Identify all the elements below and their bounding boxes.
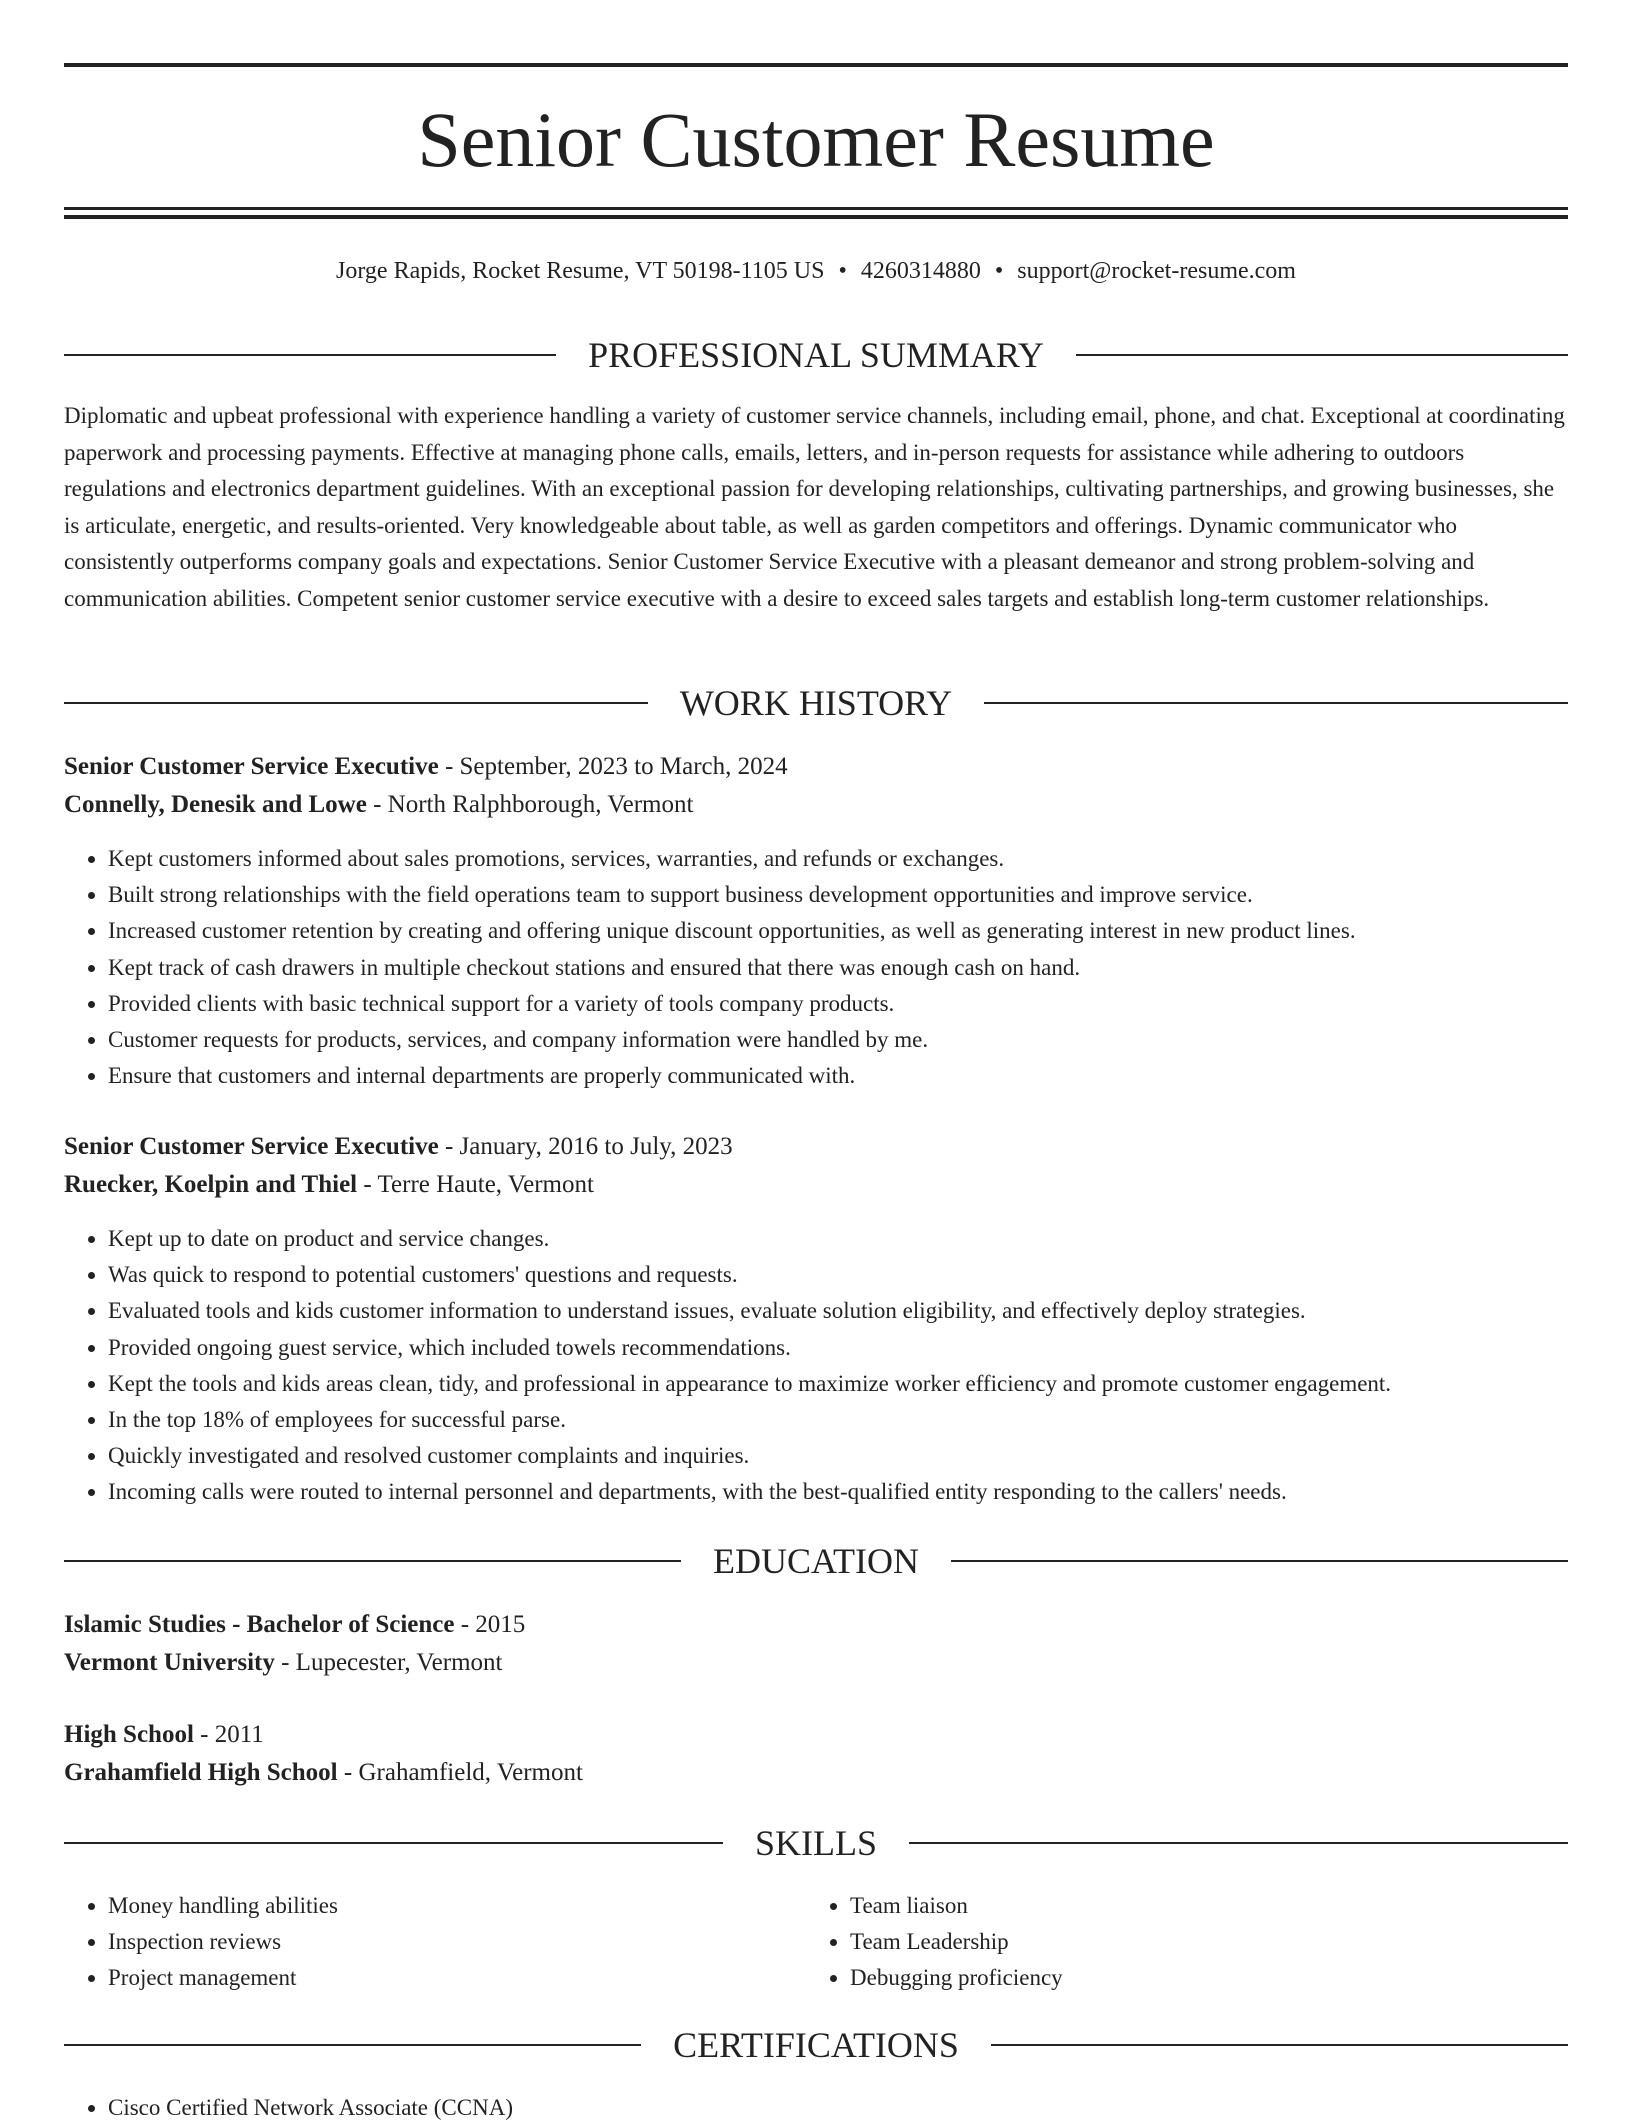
job-title-line: [64, 1128, 1568, 1166]
education-degree-line: [64, 1716, 1568, 1754]
education-degree: Islamic Studies - Bachelor of Science: [64, 1611, 455, 1638]
education-school-line: [64, 1754, 1568, 1792]
list-item: • Kept customers informed about sales promotions, services, warranties, and refunds or exchanges.: [108, 841, 1612, 877]
resume-title: Senior Customer Resume: [417, 96, 1215, 183]
heading-label: SKILLS: [755, 1823, 878, 1863]
list-item: • Evaluated tools and kids customer information to understand issues, evaluate solution eligibility, and effectively deploy strategies.: [108, 1293, 1612, 1329]
header-double-rule-lower: [64, 215, 1568, 219]
heading-rule-right: [984, 702, 1568, 704]
heading-rule-right: [909, 1842, 1568, 1844]
job-dates: - September, 2023 to March, 2024: [438, 753, 788, 780]
list-item: • Kept the tools and kids areas clean, tidy, and professional in appearance to maximize worker efficiency and promote customer engagement.: [108, 1366, 1612, 1402]
list-item: • Kept track of cash drawers in multiple checkout stations and ensured that there was enough cash on hand.: [108, 950, 1612, 986]
heading-rule-left: [64, 1842, 723, 1844]
education-school: Grahamfield High School: [64, 1759, 338, 1786]
job-dates: - January, 2016 to July, 2023: [438, 1133, 733, 1160]
list-item: • Provided clients with basic technical support for a variety of tools company products.: [108, 986, 1612, 1022]
list-item: • Inspection reviews: [108, 1924, 808, 1960]
job-title: Senior Customer Service Executive: [64, 753, 439, 780]
contact-address: Jorge Rapids, Rocket Resume, VT 50198-1105 US: [336, 258, 825, 284]
list-item: • Project management: [108, 1960, 808, 1996]
list-item: • Incoming calls were routed to internal personnel and departments, with the best-qualified entity responding to the callers' needs.: [108, 1474, 1612, 1510]
skills-list-left: [64, 1888, 808, 1996]
section-heading-certifications: [64, 2023, 1568, 2067]
education-location: - Lupecester, Vermont: [274, 1649, 503, 1676]
header-top-rule: [64, 63, 1568, 67]
contact-line: [64, 254, 1568, 288]
list-item: • Cisco Certified Network Associate (CCNA): [108, 2090, 1612, 2126]
summary-text: Diplomatic and upbeat professional with experience handling a variety of customer service channels, including email, phone, and chat. Exceptional at coordinating paperwork and processing payments. Effective at managing phone calls, emails, letters, and in-person requests for assistance while adhering to outdoors regulations and electronics department guidelines. With an exceptional passion for developing relationships, cultivating partnerships, and growing businesses, she is articulate, energetic, and results-oriented. Very knowledgeable about table, as well as garden competitors and offerings. Dynamic communicator who consistently outperforms company goals and expectations. Senior Customer Service Executive with a pleasant demeanor and strong problem-solving and communication abilities. Competent senior customer service executive with a desire to exceed sales targets and establish long-term customer relationships.: [64, 403, 1565, 611]
job-bullets: [64, 1221, 1612, 1511]
header-double-rule-upper: [64, 207, 1568, 210]
certifications-list: [64, 2090, 1612, 2126]
list-item: • Built strong relationships with the field operations team to support business development opportunities and improve service.: [108, 877, 1612, 913]
heading-rule-right: [1076, 354, 1568, 356]
contact-phone: 4260314880: [860, 258, 981, 284]
list-item: • Customer requests for products, services, and company information were handled by me.: [108, 1022, 1612, 1058]
education-location: - Grahamfield, Vermont: [337, 1759, 583, 1786]
heading-label: PROFESSIONAL SUMMARY: [588, 335, 1044, 375]
list-item: • In the top 18% of employees for successful parse.: [108, 1402, 1612, 1438]
education-school: Vermont University: [64, 1649, 275, 1676]
job-location: - North Ralphborough, Vermont: [366, 791, 694, 818]
section-heading-education: [64, 1539, 1568, 1583]
job-title: Senior Customer Service Executive: [64, 1133, 439, 1160]
section-heading-summary: [64, 333, 1568, 377]
heading-rule-left: [64, 1560, 681, 1562]
skills-list-right: [806, 1888, 1550, 1996]
list-item: • Money handling abilities: [108, 1888, 808, 1924]
job-company-line: [64, 786, 1568, 824]
list-item: • Ensure that customers and internal departments are properly communicated with.: [108, 1058, 1612, 1094]
list-item: • Team liaison: [850, 1888, 1550, 1924]
section-heading-skills: [64, 1821, 1568, 1865]
education-degree: High School: [64, 1721, 194, 1748]
section-heading-work-history: [64, 681, 1568, 725]
list-item: • Increased customer retention by creating and offering unique discount opportunities, as well as generating interest in new product lines.: [108, 913, 1612, 949]
list-item: • Was quick to respond to potential customers' questions and requests.: [108, 1257, 1612, 1293]
job-title-line: [64, 748, 1568, 786]
list-item: • Team Leadership: [850, 1924, 1550, 1960]
heading-rule-right: [991, 2044, 1568, 2046]
education-year: - 2011: [193, 1721, 264, 1748]
heading-rule-right: [951, 1560, 1568, 1562]
education-year: - 2015: [454, 1611, 526, 1638]
heading-rule-left: [64, 354, 556, 356]
list-item: • Quickly investigated and resolved customer complaints and inquiries.: [108, 1438, 1612, 1474]
heading-label: CERTIFICATIONS: [673, 2025, 959, 2065]
contact-email: support@rocket-resume.com: [1017, 258, 1296, 284]
job-location: - Terre Haute, Vermont: [357, 1171, 594, 1198]
education-school-line: [64, 1644, 1568, 1682]
heading-rule-left: [64, 2044, 641, 2046]
heading-label: EDUCATION: [713, 1541, 919, 1581]
list-item: • Provided ongoing guest service, which included towels recommendations.: [108, 1330, 1612, 1366]
education-degree-line: [64, 1606, 1568, 1644]
job-company-line: [64, 1166, 1568, 1204]
list-item: • Kept up to date on product and service changes.: [108, 1221, 1612, 1257]
job-company: Connelly, Denesik and Lowe: [64, 791, 367, 818]
contact-separator: •: [994, 258, 1004, 284]
contact-separator: •: [838, 258, 847, 284]
job-company: Ruecker, Koelpin and Thiel: [64, 1171, 358, 1198]
heading-rule-left: [64, 702, 648, 704]
heading-label: WORK HISTORY: [679, 683, 953, 723]
list-item: • Debugging proficiency: [850, 1960, 1550, 1996]
job-bullets: [64, 841, 1612, 1094]
